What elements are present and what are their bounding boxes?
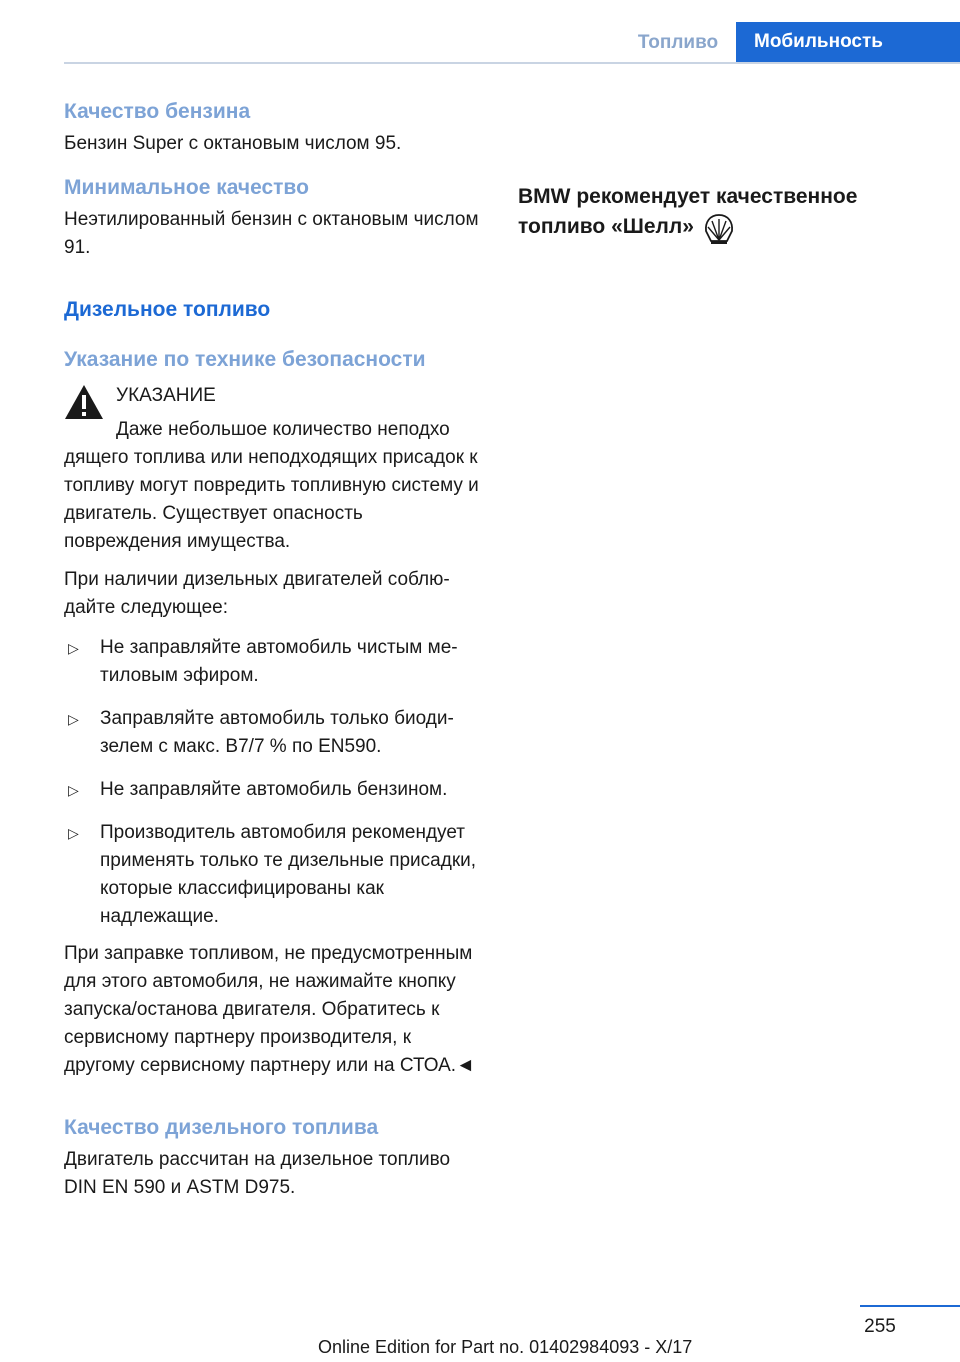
warning-text-first: Даже небольшое количество неподхо [116, 419, 450, 440]
safety-heading: Указание по технике безопасности [64, 348, 426, 371]
min-quality-text: Неэтилированный бензин с октановым числом 91. [64, 209, 479, 258]
warning-block [64, 382, 480, 444]
shell-recommendation: BMW рекомендует качественное топливо «Шелл» [518, 185, 858, 238]
shell-logo-icon [704, 213, 734, 245]
triangle-right-icon: ▷ [68, 711, 79, 727]
footer-rule [860, 1305, 960, 1307]
list-item: ▷ Производитель автомобиля рекомендует применять только те дизельные присадки, которые классифицированы как надлежащие. [64, 819, 480, 931]
right-column [518, 182, 938, 245]
wrong-fuel-text: При заправке топливом, не предусмотренным для этого автомобиля, не нажимайте кнопку запуска/останова двигателя. Обратитесь к сервисному партнеру производителя, к другому сервисному партнеру или на СТОА.◄ [64, 943, 475, 1076]
triangle-right-icon: ▷ [68, 825, 79, 841]
triangle-right-icon: ▷ [68, 782, 79, 798]
warning-triangle-icon [64, 384, 104, 420]
diesel-bullet-list [64, 634, 480, 931]
header-rule [64, 62, 960, 64]
tab-fuel[interactable]: Топливо [637, 32, 719, 53]
list-item: ▷ Не заправляйте автомобиль бензином. [64, 776, 480, 804]
diesel-quality-text: Двигатель рассчитан на дизельное топливо DIN EN 590 и ASTM D975. [64, 1149, 451, 1198]
triangle-right-icon: ▷ [68, 640, 79, 656]
diesel-engines-text: При наличии дизельных двигателей соблюдайте следующее: [64, 569, 450, 618]
petrol-quality-heading: Качество бензина [64, 100, 251, 123]
tab-mobility[interactable]: Мобильность [736, 22, 960, 62]
list-item: ▷ Заправляйте автомобиль только биодизелем с макс. B7/7 % по EN590. [64, 705, 480, 761]
page-number: 255 [864, 1316, 896, 1337]
left-column [64, 100, 480, 1202]
edition-footer: Online Edition for Part no. 01402984093 - X/17 [318, 1337, 693, 1357]
list-item: ▷ Не заправляйте автомобиль чистым метиловым эфиром. [64, 634, 480, 690]
diesel-quality-heading: Качество дизельного топлива [64, 1116, 379, 1139]
diesel-heading: Дизельное топливо [64, 298, 271, 321]
warning-title: УКАЗАНИЕ [116, 385, 216, 406]
petrol-quality-text: Бензин Super с октановым числом 95. [64, 133, 402, 154]
warning-text-rest: дящего топлива или неподходящих присадок к топливу могут повредить топливную систему и двигатель. Существует опасность повреждения имущества. [64, 447, 479, 552]
min-quality-heading: Минимальное качество [64, 176, 309, 199]
